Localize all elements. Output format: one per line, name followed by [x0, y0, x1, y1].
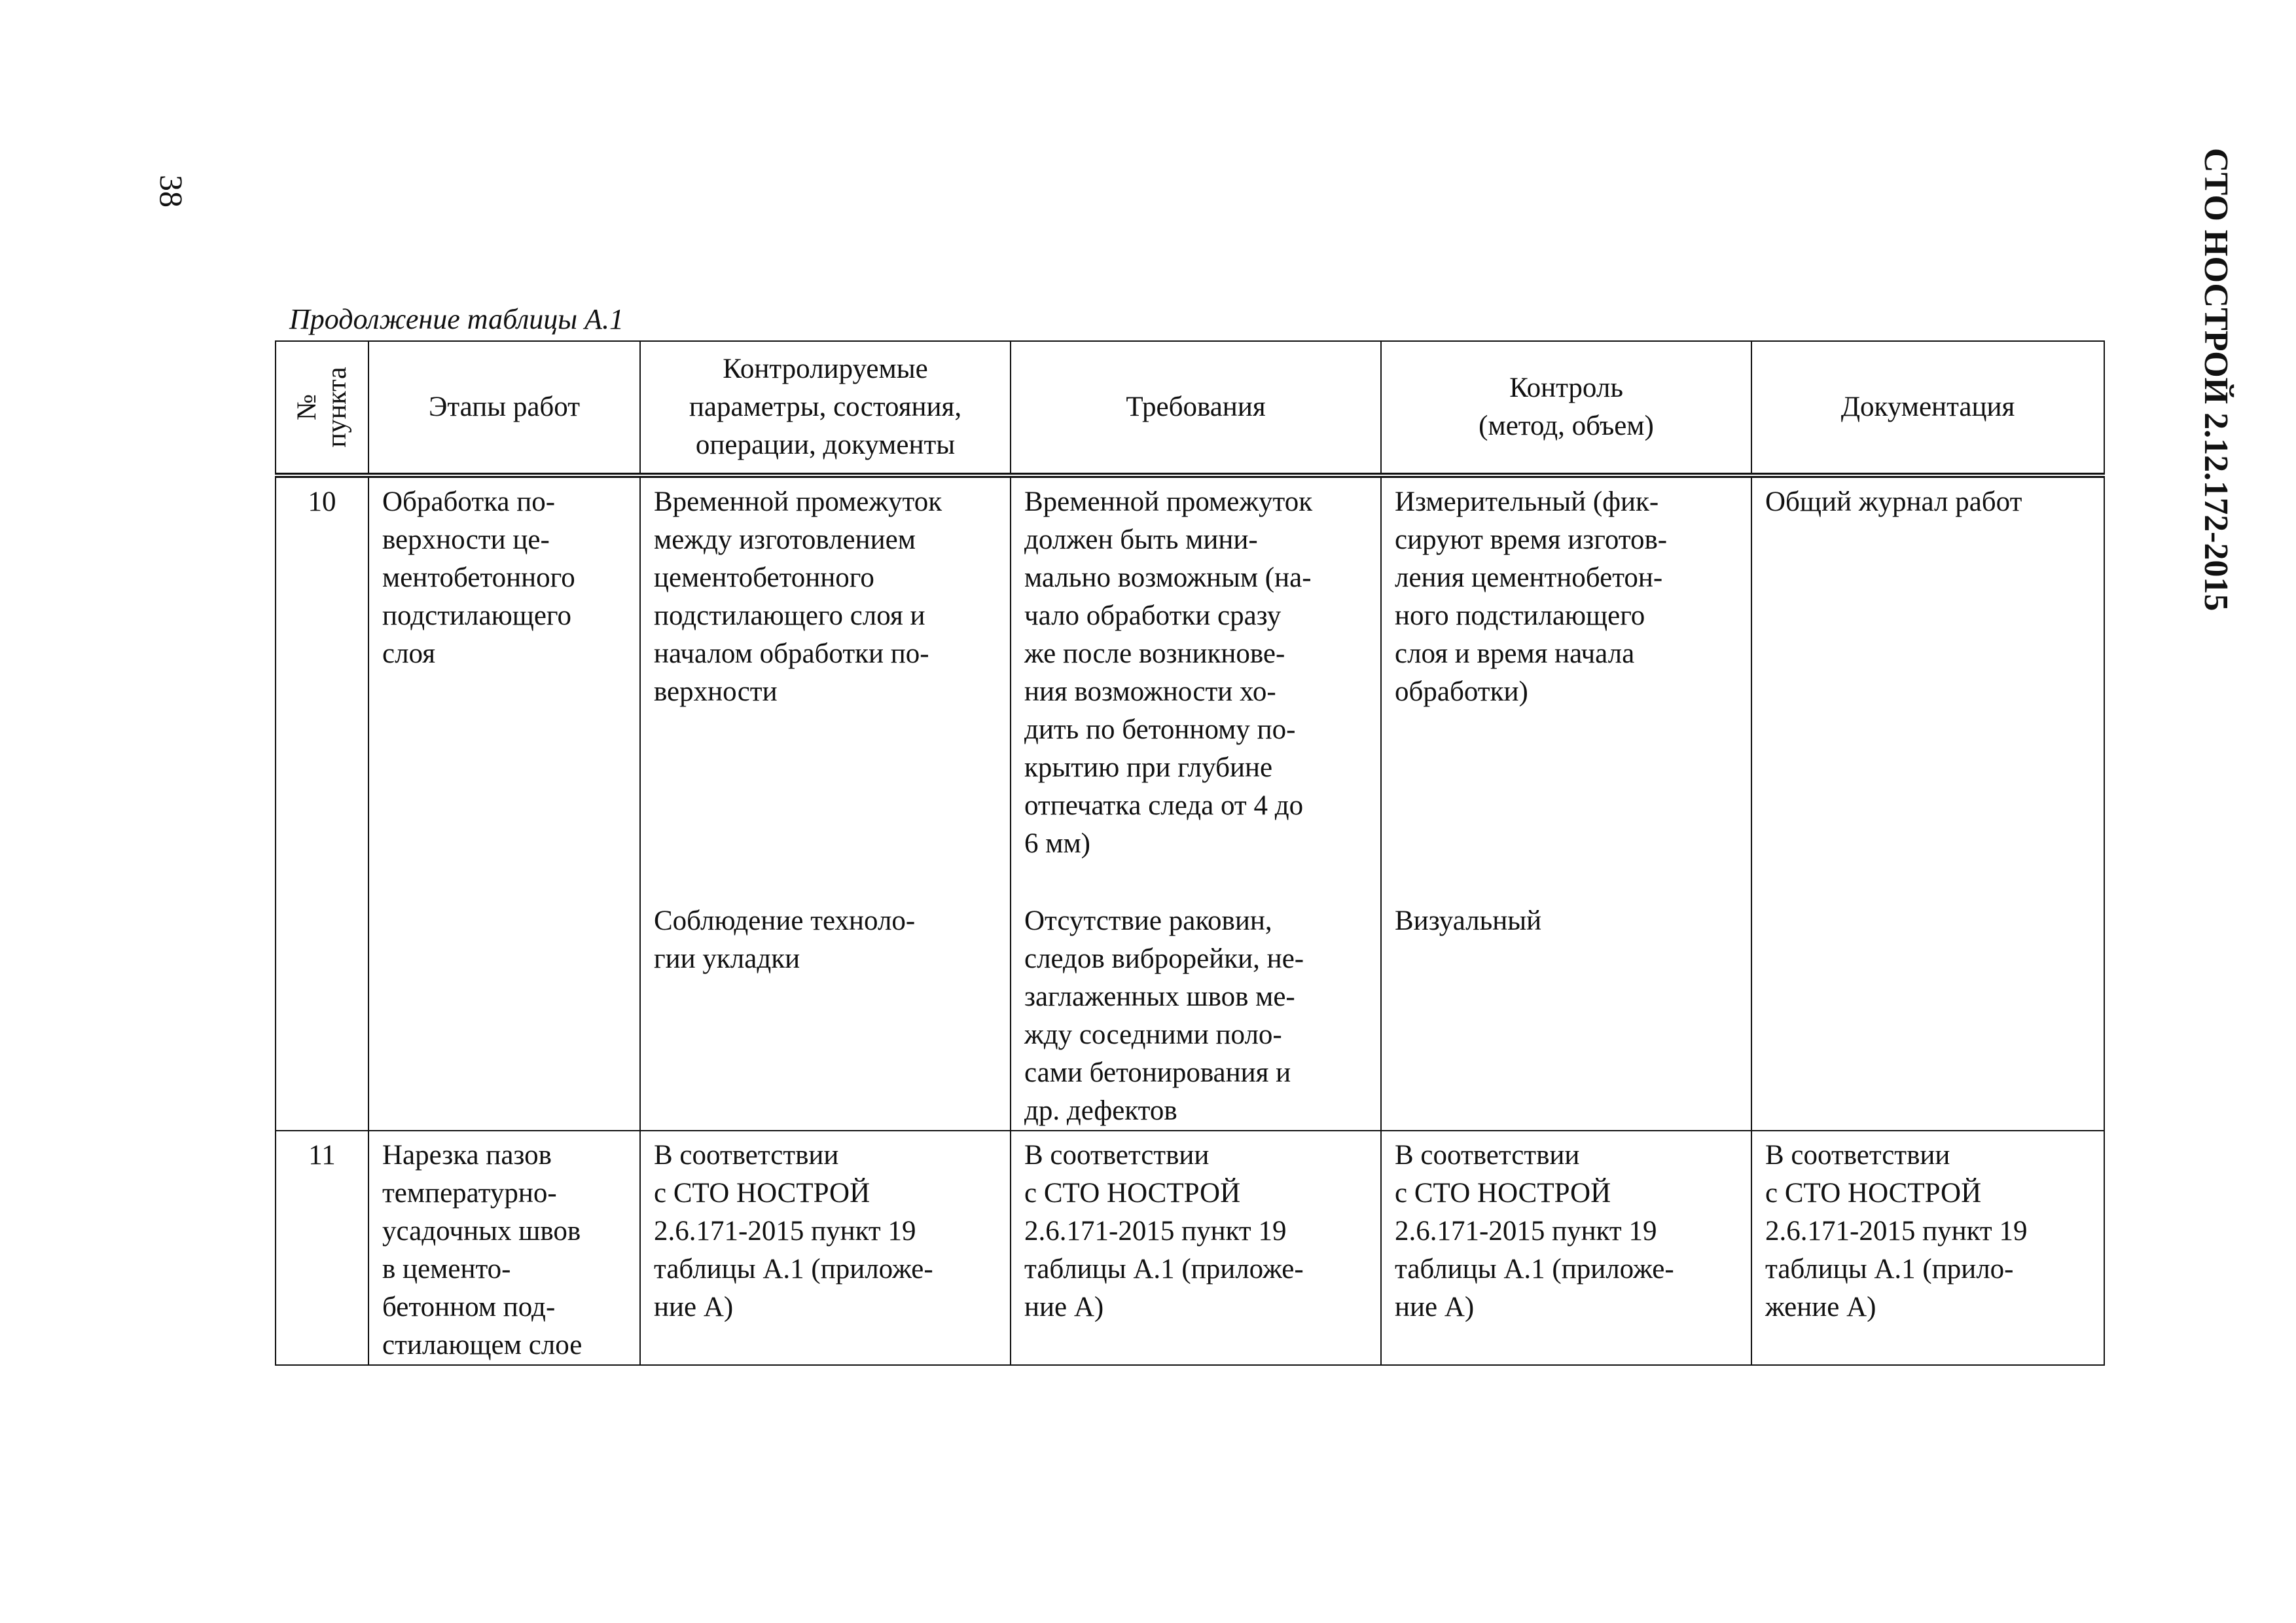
row-requirements: В соответствии с СТО НОСТРОЙ 2.6.171-2015 пункт 19 таблицы А.1 (приложе- ние А) [1011, 1131, 1381, 1365]
row-number: 10 [276, 475, 368, 1131]
control-table [275, 340, 2105, 1366]
header-number [276, 341, 368, 475]
header-number-word: пункта [322, 367, 352, 448]
row-number: 11 [276, 1131, 368, 1365]
header-params: Контролируемые параметры, состояния, операции, документы [640, 341, 1011, 475]
row-documentation: В соответствии с СТО НОСТРОЙ 2.6.171-2015 пункт 19 таблицы А.1 (прило- жение А) [1751, 1131, 2104, 1365]
header-documentation: Документация [1751, 341, 2104, 475]
table-row [276, 1131, 2104, 1365]
table-header-row [276, 341, 2104, 475]
row-params [640, 475, 1011, 1131]
control-item: Визуальный [1395, 905, 1542, 936]
params-item: Временной промежуток между изготовлением цементобетонного подстилающего слоя и началом обработки по- верхности [654, 486, 942, 707]
row-control: В соответствии с СТО НОСТРОЙ 2.6.171-2015 пункт 19 таблицы А.1 (приложе- ние А) [1381, 1131, 1751, 1365]
page-number: 38 [153, 175, 190, 208]
requirements-item: Временной промежуток должен быть мини- мально возможным (на- чало обработки сразу же после возникнове- ния возможности хо- дить по бетонному по- крытию при глубине отпечатка следа от 4 до 6 мм) [1024, 486, 1313, 859]
params-item: Соблюдение техноло- гии укладки [654, 905, 916, 974]
control-item: Измерительный (фик- сируют время изготов- ления цементнобетон- ного подстилающего слоя и время начала обработки) [1395, 486, 1668, 707]
header-stages: Этапы работ [368, 341, 640, 475]
row-documentation: Общий журнал работ [1751, 475, 2104, 1131]
document-code: СТО НОСТРОЙ 2.12.172-2015 [2197, 148, 2234, 611]
table-row [276, 475, 2104, 1131]
header-control: Контроль (метод, объем) [1381, 341, 1751, 475]
row-requirements [1011, 475, 1381, 1131]
row-params: В соответствии с СТО НОСТРОЙ 2.6.171-2015 пункт 19 таблицы А.1 (приложе- ние А) [640, 1131, 1011, 1365]
header-requirements: Требования [1011, 341, 1381, 475]
requirements-item: Отсутствие раковин, следов виброрейки, не- заглаженных швов ме- жду соседними поло- сами бетонирования и др. дефектов [1024, 905, 1304, 1126]
header-number-sign: № [292, 393, 322, 421]
row-control [1381, 475, 1751, 1131]
row-stage: Обработка по- верхности це- ментобетонного подстилающего слоя [368, 475, 640, 1131]
row-stage: Нарезка пазов температурно- усадочных швов в цементо- бетонном под- стилающем слое [368, 1131, 640, 1365]
table-caption: Продолжение таблицы А.1 [289, 303, 624, 335]
